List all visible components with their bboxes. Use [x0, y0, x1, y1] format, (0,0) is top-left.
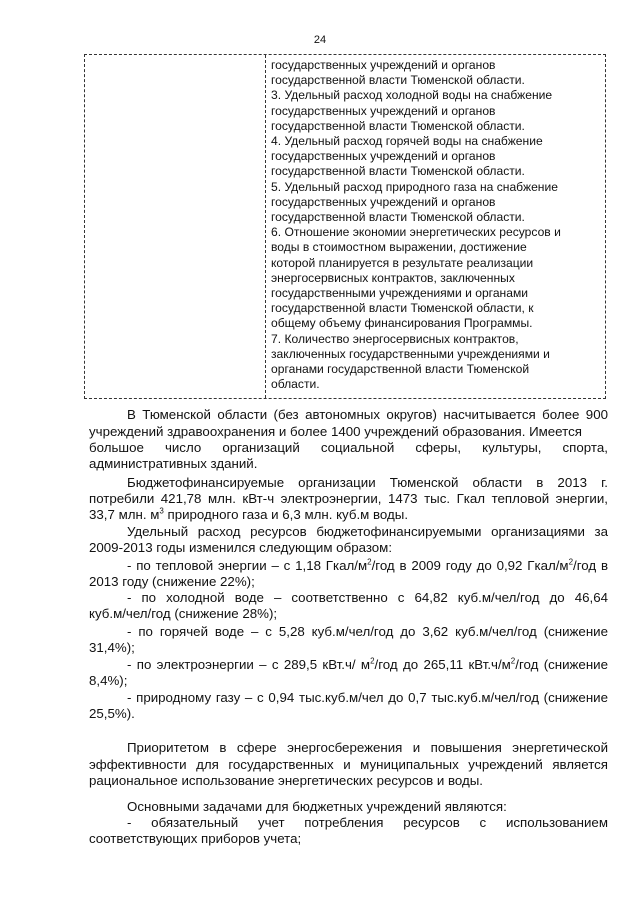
word: потребления [304, 815, 384, 830]
list-item-heat-line-2: 2013 году (снижение 22%); [89, 574, 255, 589]
table-cell-line: государственной власти Тюменской области. [271, 118, 525, 133]
paragraph-institutions-spread-line [89, 440, 608, 457]
word: сферы, [415, 440, 462, 455]
page-number: 24 [313, 34, 327, 46]
table-cell-line: государственной власти Тюменской области. [271, 164, 525, 179]
list-item-gas-line-1: - природному газу – с 0,94 тыс.куб.м/чел до 0,7 тыс.куб.м/чел/год (снижение [127, 690, 608, 705]
list-item-cold-water-line-2: куб.м/чел/год (снижение 28%); [89, 606, 278, 621]
list-item-heat-line-1: - по тепловой энергии – с 1,18 Гкал/$м^2$/год в 2009 году до 0,92 Гкал/$м^2$/год в [127, 557, 609, 573]
word: организаций [222, 440, 300, 455]
table-cell-line: 5. Удельный расход природного газа на снабжение [271, 179, 558, 194]
paragraph-specific-consumption-line-2: 2009-2013 годы изменился следующим образом: [89, 540, 393, 555]
table-cell-line: государственной власти Тюменской области. [271, 73, 525, 88]
word: с [479, 815, 487, 830]
table-cell-line: государственных учреждений и органов [271, 103, 496, 118]
table-cell-line: воды в стоимостном выражении, достижение [271, 240, 527, 255]
list-item-metering-line-2: соответствующих приборов учета; [89, 831, 302, 846]
table-cell-line: государственными учреждениями и органами [271, 286, 529, 301]
table-cell-line: государственной власти Тюменской области. [271, 210, 525, 225]
list-item-hot-water-line-1: - по горячей воде – с 5,28 куб.м/чел/год до 3,62 куб.м/чел/год (снижение [127, 624, 608, 639]
table-column-divider [265, 55, 266, 398]
word: большое [89, 440, 144, 455]
paragraph-institutions: В Тюменской области (без автономных округов) насчитывается более 900 учреждений здравоохранения и более 1400 учреждений образования. Имеется [89, 407, 608, 439]
word: число [164, 440, 202, 455]
word: социальной [320, 440, 395, 455]
indicators-table [84, 54, 606, 399]
list-item-gas-line-2: 25,5%). [89, 706, 135, 721]
word: ресурсов [403, 815, 460, 830]
list-item-hot-water-line-2: 31,4%); [89, 640, 135, 655]
paragraph-specific-consumption-line-1: Удельный расход ресурсов бюджетофинансируемыми организациями за [127, 524, 608, 539]
table-cell-line: органами государственной власти Тюменской [271, 362, 530, 377]
table-cell-line: 4. Удельный расход горячей воды на снабжение [271, 134, 543, 149]
table-cell-line: области. [271, 377, 320, 392]
word: спорта, [562, 440, 608, 455]
table-cell-line: государственных учреждений и органов [271, 58, 496, 72]
paragraph-priority: Приоритетом в сфере энергосбережения и повышения энергетической эффективности для государственных и муниципальных учреждений является рациональное использование энергетических ресурсов и воды. [89, 740, 608, 789]
paragraph-institutions-end: административных зданий. [89, 456, 258, 471]
list-item-cold-water-line-1: - по холодной воде – соответственно с 64,82 куб.м/чел/год до 46,64 [127, 590, 608, 605]
table-cell-line: заключенных государственными учреждениями и [271, 346, 550, 361]
paragraph-tasks-heading: Основными задачами для бюджетных учреждений являются: [127, 799, 507, 814]
paragraph-consumption-line-1: Бюджетофинансируемые организации Тюменской области в 2013 г. [127, 475, 608, 490]
table-right-cell [271, 58, 601, 392]
table-cell-line: 7. Количество энергосервисных контрактов, [271, 331, 519, 346]
list-item-electricity-line-2: 8,4%); [89, 673, 128, 688]
table-cell-line: которой планируется в результате реализации [271, 255, 534, 270]
word: - [127, 815, 132, 830]
paragraph-consumption-line-2: потребили 421,78 млн. кВт-ч электроэнергии, 1473 тыс. Гкал тепловой энергии, [89, 491, 608, 506]
word: учет [257, 815, 285, 830]
table-cell-line: энергосервисных контрактов, заключенных [271, 270, 515, 285]
table-cell-line: государственных учреждений и органов [271, 149, 496, 164]
table-cell-line: государственной власти Тюменской области, к [271, 301, 534, 316]
list-item-metering-line-1 [127, 815, 608, 832]
paragraph-consumption-line-3: 33,7 млн. $м^3$ природного газа и 6,3 млн. куб.м воды. [89, 506, 409, 522]
word: культуры, [482, 440, 542, 455]
table-cell-line: государственных учреждений и органов [271, 194, 496, 209]
word: использованием [505, 815, 608, 830]
table-cell-line: 3. Удельный расход холодной воды на снабжение [271, 88, 553, 103]
list-item-electricity-line-1: - по электроэнергии – с 289,5 кВт.ч/ $м^2$/год до 265,11 $кВт.ч/м^2$/год (снижение [127, 656, 608, 672]
table-cell-line: общему объему финансирования Программы. [271, 316, 533, 331]
word: обязательный [151, 815, 239, 830]
table-cell-line: 6. Отношение экономии энергетических ресурсов и [271, 225, 561, 240]
